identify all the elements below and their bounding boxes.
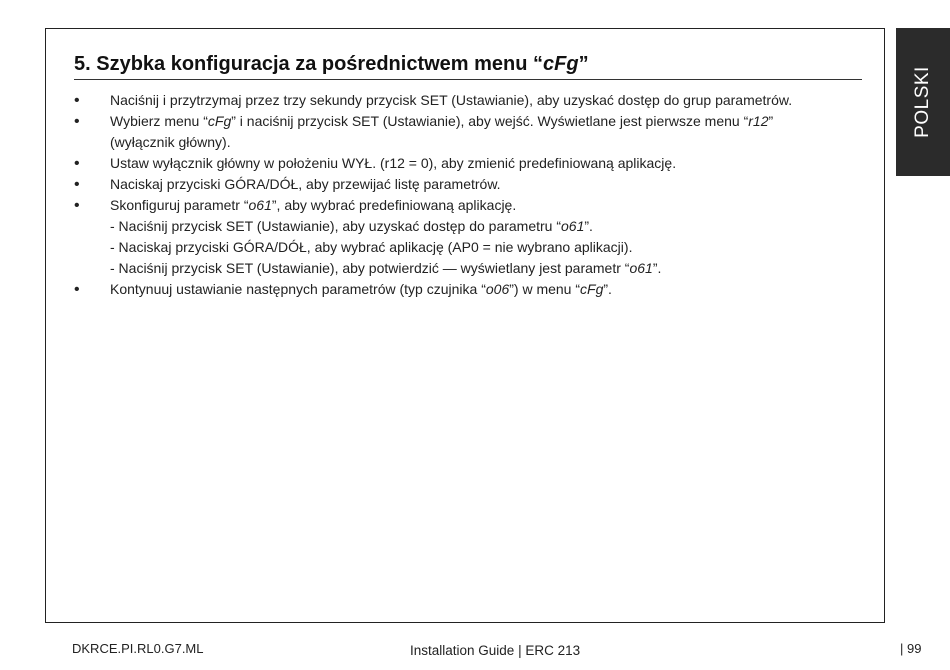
page-number: | 99 <box>900 641 922 656</box>
document-code: DKRCE.PI.RL0.G7.ML <box>72 641 204 656</box>
sub-step: - Naciskaj przyciski GÓRA/DÓŁ, aby wybrać aplikację (AP0 = nie wybrano aplikacji). <box>110 239 633 255</box>
list-item: • Skonfiguruj parametr “o61”, aby wybrać predefiniowaną aplikację. <box>74 195 864 216</box>
sub-step: - Naciśnij przycisk SET (Ustawianie), aby uzyskać dostęp do parametru “o61”. <box>110 218 593 234</box>
list-item: • Naciśnij i przytrzymaj przez trzy sekundy przycisk SET (Ustawianie), aby uzyskać dostęp do grup parametrów. <box>74 90 864 111</box>
list-item: • Naciskaj przyciski GÓRA/DÓŁ, aby przewijać listę parametrów. <box>74 174 864 195</box>
guide-title: Installation Guide | ERC 213 <box>410 643 581 658</box>
section-title: 5. Szybka konfiguracja za pośrednictwem menu “cFg” <box>74 53 862 80</box>
sub-step: - Naciśnij przycisk SET (Ustawianie), aby potwierdzić — wyświetlany jest parametr “o61”. <box>110 260 662 276</box>
list-item-continuation: (wyłącznik główny). <box>110 134 231 150</box>
list-item: • Wybierz menu “cFg” i naciśnij przycisk SET (Ustawianie), aby wejść. Wyświetlane jest pierwsze menu “r12” <box>74 111 864 132</box>
list-item: • Ustaw wyłącznik główny w położeniu WYŁ. (r12 = 0), aby zmienić predefiniowaną aplikację. <box>74 153 864 174</box>
language-tab: POLSKI <box>896 28 950 176</box>
instruction-list <box>74 90 864 300</box>
list-item: • Kontynuuj ustawianie następnych parametrów (typ czujnika “o06”) w menu “cFg”. <box>74 279 864 300</box>
